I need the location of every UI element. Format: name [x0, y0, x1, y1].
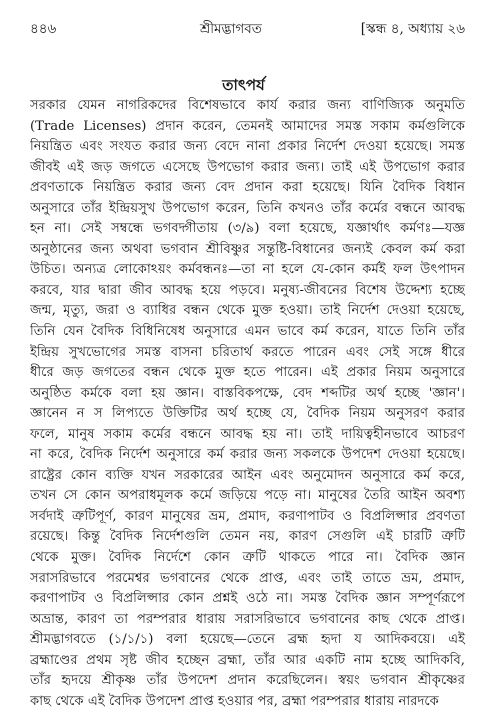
text-line: ব্রহ্মাণ্ডের প্রথম সৃষ্ট জীব হচ্ছেন ব্রহ্মা, তাঁর আর একটি নাম হচ্ছে আদিকবি, [30, 652, 465, 668]
text-line: রাষ্ট্রের কোন ব্যক্তি যখন সরকারের আইন এবং অনুমোদন অনুসারে কর্ম করে, [30, 467, 465, 483]
text-line: তখন সে কোন অপরাধমূলক কর্মে জড়িয়ে পড়ে না। মানুষের তৈরি আইন অবশ্য [30, 488, 465, 504]
text-line: হন না। সেই সম্বন্ধে ভগবদ্গীতায় (৩/৯) বলা হয়েছে, যজ্ঞার্থাৎ কর্মণঃ—যজ্ঞ [30, 221, 465, 237]
text-line: অভ্রান্ত, কারণ তা পরম্পরার ধারায় সরাসরিভাবে ভগবানের কাছ থেকে প্রাপ্ত। [30, 611, 465, 627]
text-line: সরাসরিভাবে পরমেশ্বর ভগবানের থেকে প্রাপ্ত, এবং তাই তাতে ভ্রম, প্রমাদ, [30, 570, 465, 586]
text-line: তাঁর হৃদয়ে শ্রীকৃষ্ণ তাঁর উপদেশ প্রদান করেছিলেন। স্বয়ং ভগবান শ্রীকৃষ্ণের [30, 673, 465, 689]
page-header [30, 18, 465, 40]
text-line: অনুষ্ঠানের জন্য অথবা ভগবান শ্রীবিষ্ণুর সন্তুষ্টি-বিধানের জন্যই কেবল কর্ম করা [30, 241, 465, 257]
page-number: ৪৪৬ [30, 21, 57, 37]
text-line: প্রবণতাকে নিয়ন্ত্রিত করার জন্য বেদ প্রদান করা হয়েছে। যিনি বৈদিক বিধান [30, 180, 465, 196]
text-line: অনুসারে তাঁর ইন্দ্রিয়সুখ উপভোগ করেন, তিনি কখনও তাঁর কর্মের বন্ধনে আবদ্ধ [30, 200, 465, 216]
chapter-reference: [স্কন্ধ ৪, অধ্যায় ২৬ [360, 21, 465, 37]
text-line: সর্বদাই ত্রুটিপূর্ণ, কারণ মানুষের ভ্রম, প্রমাদ, করণাপাটব ও বিপ্রলিপ্সার প্রবণতা [30, 508, 465, 524]
text-line: না করে, বৈদিক নির্দেশ অনুসারে কর্ম করার জন্য সকলকে উপদেশ দেওয়া হয়েছে। [30, 447, 465, 463]
text-line: কাছ থেকে এই বৈদিক উপদেশ প্রাপ্ত হওয়ার পর, ব্রহ্মা পরম্পরার ধারায় নারদকে [30, 693, 439, 709]
text-line: জ্ঞানেন ন স লিপ্যতে উক্তিটির অর্থ হচ্ছে যে, বৈদিক নিয়ম অনুসরণ করার [30, 406, 465, 422]
text-line: থেকে মুক্ত। বৈদিক নির্দেশে কোন ত্রুটি থাকতে পারে না। বৈদিক জ্ঞান [30, 550, 465, 566]
text-line: করবে, যার দ্বারা জীব আবদ্ধ হয়ে পড়বে। মনুষ্য-জীবনের বিশেষ উদ্দেশ্য হচ্ছে [30, 282, 465, 298]
text-line: রয়েছে। কিন্তু বৈদিক নির্দেশগুলি তেমন নয়, কারণ সেগুলি এই চারটি ত্রুটি [30, 529, 465, 545]
text-line: করণাপাটব ও বিপ্রলিপ্সার কোন প্রশ্নই ওঠে না। সমস্ত বৈদিক জ্ঞান সম্পূর্ণরূপে [30, 591, 465, 607]
text-line: নিয়ন্ত্রিত এবং সংযত করার জন্য বেদে নানা প্রকার নির্দেশ দেওয়া হয়েছে। সমস্ত [30, 139, 465, 155]
text-line: জীবই এই জড় জগতে এসেছে উপভোগ করার জন্য। তাই এই উপভোগ করার [30, 159, 465, 175]
book-title: শ্রীমদ্ভাগবত [200, 21, 262, 37]
text-line: তিনি যেন বৈদিক বিধিনিষেধ অনুসারে এমন ভাবে কর্ম করেন, যাতে তিনি তাঁর [30, 324, 465, 340]
text-line: ধীরে জড় জগতের বন্ধন থেকে মুক্ত হতে পারেন। এই প্রকার নিয়ম অনুসারে [30, 365, 465, 381]
text-line: ইন্দ্রিয় সুখভোগের সমস্ত বাসনা চরিতার্থ করতে পারেন এবং সেই সঙ্গে ধীরে [30, 344, 465, 360]
text-line: সরকার যেমন নাগরিকদের বিশেষভাবে কার্য করার জন্য বাণিজ্যিক অনুমতি [30, 98, 465, 113]
text-line: ফলে, মানুষ সকাম কর্মের বন্ধনে আবদ্ধ হয় না। তাই দায়িত্বহীনভাবে আচরণ [30, 426, 465, 442]
text-line: অনুষ্ঠিত কর্মকে বলা হয় জ্ঞান। বাস্তবিকপক্ষে, বেদ শব্দটির অর্থ হচ্ছে 'জ্ঞান'। [30, 385, 465, 401]
text-line: উচিত। অন্যত্র লোকোঽয়ং কর্মবন্ধনঃ—তা না হলে যে-কোন কর্মই ফল উৎপাদন [30, 262, 465, 278]
text-line: শ্রীমদ্ভাগবতে (১/১/১) বলা হয়েছে—তেনে ব্রহ্ম হৃদা য আদিকবয়ে। এই [30, 632, 465, 648]
text-line: (Trade Licenses) প্রদান করেন, তেমনই আমাদের সমস্ত সকাম কর্মগুলিকে [30, 118, 465, 134]
purport-body [30, 96, 465, 712]
section-heading: তাৎপর্য [222, 76, 265, 94]
text-line: জন্ম, মৃত্যু, জরা ও ব্যাধির বন্ধন থেকে মুক্ত হওয়া। তাই নির্দেশ দেওয়া হয়েছে, [30, 303, 465, 319]
